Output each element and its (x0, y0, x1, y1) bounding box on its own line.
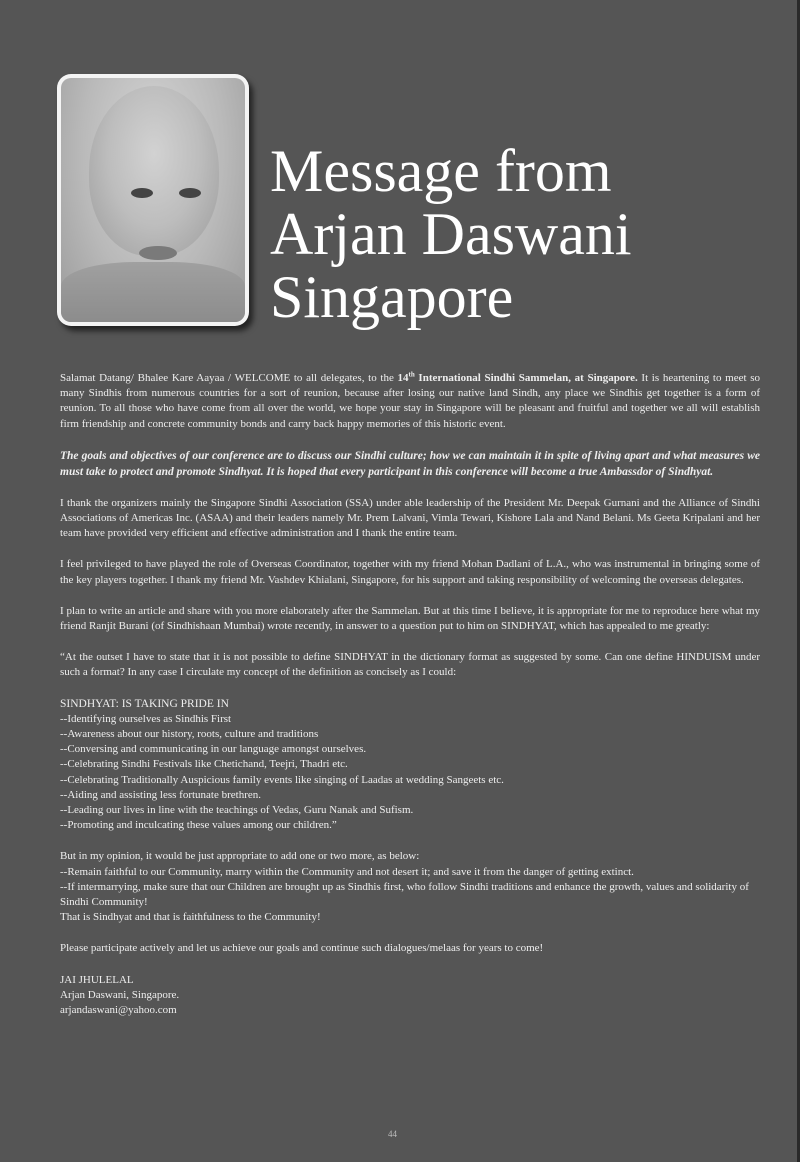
list-item: --Leading our lives in line with the teachings of Vedas, Guru Nanak and Sufism. (60, 804, 414, 817)
paragraph-quote-intro: “At the outset I have to state that it is not possible to define SINDHYAT in the dictionary format as suggested by some. Can one define HINDUISM under such a format? In any case I circulate my concept of the definition as concisely as I could: (60, 651, 760, 679)
title-line-2: Arjan Daswani (270, 201, 632, 267)
paragraph-coordinator: I feel privileged to have played the role of Overseas Coordinator, together with my friend Mohan Dadlani of L.A., who was instrumental in bringing some of the key players together. I thank my friend Mr. Vashdev Khialani, Singapore, for his support and taking responsibility of welcoming the overseas delegates. (60, 558, 760, 586)
portrait-head (89, 86, 219, 256)
title-line-3: Singapore (270, 264, 514, 330)
sammelan-title: International Sindhi Sammelan, at Singapore. (414, 372, 638, 384)
opinion-closing: That is Sindhyat and that is faithfulness to the Community! (60, 911, 321, 924)
portrait-photo (61, 78, 245, 322)
sindhyat-list (60, 697, 760, 834)
opinion-item: --If intermarrying, make sure that our Children are brought up as Sindhis first, who follow Sindhi traditions and enhance the growth, values and solidarity of Sindhi Community! (60, 880, 749, 909)
welcome-text-continued: It is heartening to meet so many Sindhis from numerous countries for a sort of reunion, because after losing our native land Sindh, any place we Sindhis get together is a form of reunion. To all those who have come from all over the world, we hope your stay in Singapore will be pleasant and fruitful and together we all will establish firm friendship and concrete community bonds and carry back happy memories of this historic event. (60, 372, 760, 430)
opinion-item: --Remain faithful to our Community, marry within the Community and not desert it; and save it from the danger of getting extinct. (60, 865, 634, 878)
title-line-1: Message from (270, 138, 612, 204)
page-title (270, 140, 632, 329)
paragraph-goals: The goals and objectives of our conference are to discuss our Sindhi culture; how we can maintain it in spite of living apart and what measures we must take to protect and promote Sindhyat. It is hoped that every participant in this conference will become a true Ambassdor of Sindhyat. (60, 449, 760, 478)
list-item: --Awareness about our history, roots, culture and traditions (60, 728, 319, 741)
message-body (60, 371, 760, 1034)
signature-block (60, 973, 760, 1019)
page-number: 44 (388, 1129, 397, 1139)
portrait-photo-frame (57, 74, 249, 326)
welcome-text: Salamat Datang/ Bhalee Kare Aayaa / WELCOME to all delegates, to the (60, 372, 398, 384)
signature-salutation: JAI JHULELAL (60, 973, 134, 986)
list-item: --Identifying ourselves as Sindhis First (60, 712, 232, 725)
paragraph-appeal: Please participate actively and let us achieve our goals and continue such dialogues/melaas for years to come! (60, 942, 544, 955)
portrait-mouth (139, 246, 177, 260)
portrait-shirt (61, 262, 245, 322)
ordinal-suffix: th (408, 370, 415, 379)
list-item: --Promoting and inculcating these values among our children.” (60, 819, 337, 832)
paragraph-thanks: I thank the organizers mainly the Singapore Sindhi Association (SSA) under able leadership of the President Mr. Deepak Gurnani and the Alliance of Sindhi Associations of Americas Inc. (ASAA) and their leaders namely Mr. Prem Lalvani, Vimla Tewari, Kishore Lala and Nand Belani. Ms Geeta Kripalani and her team have provided very efficient and effective administration and I thank the entire team. (60, 496, 760, 540)
paragraph-welcome (60, 371, 760, 432)
list-item: --Conversing and communicating in our language amongst ourselves. (60, 743, 367, 756)
sammelan-number: 14 (397, 372, 409, 384)
signature-email[interactable]: arjandaswani@yahoo.com (60, 1004, 177, 1017)
signature-name: Arjan Daswani, Singapore. (60, 988, 180, 1001)
list-item: --Celebrating Sindhi Festivals like Chetichand, Teejri, Thadri etc. (60, 758, 348, 771)
sammelan-name (398, 372, 638, 384)
portrait-eye-right (179, 188, 201, 198)
list-item: --Celebrating Traditionally Auspicious family events like singing of Laadas at wedding Sangeets etc. (60, 773, 504, 786)
opinion-block (60, 849, 760, 925)
paragraph-article-plan: I plan to write an article and share with you more elaborately after the Sammelan. But at this time I believe, it is appropriate for me to reproduce here what my friend Ranjit Burani (of Sindhishaan Mumbai) wrote recently, in answer to a question put to him on SINDHYAT, which has appealed to me greatly: (60, 604, 760, 633)
list-item: --Aiding and assisting less fortunate brethren. (60, 788, 262, 801)
sindhyat-heading: SINDHYAT: IS TAKING PRIDE IN (60, 697, 229, 710)
opinion-intro: But in my opinion, it would be just appropriate to add one or two more, as below: (60, 850, 420, 863)
portrait-eye-left (131, 188, 153, 198)
